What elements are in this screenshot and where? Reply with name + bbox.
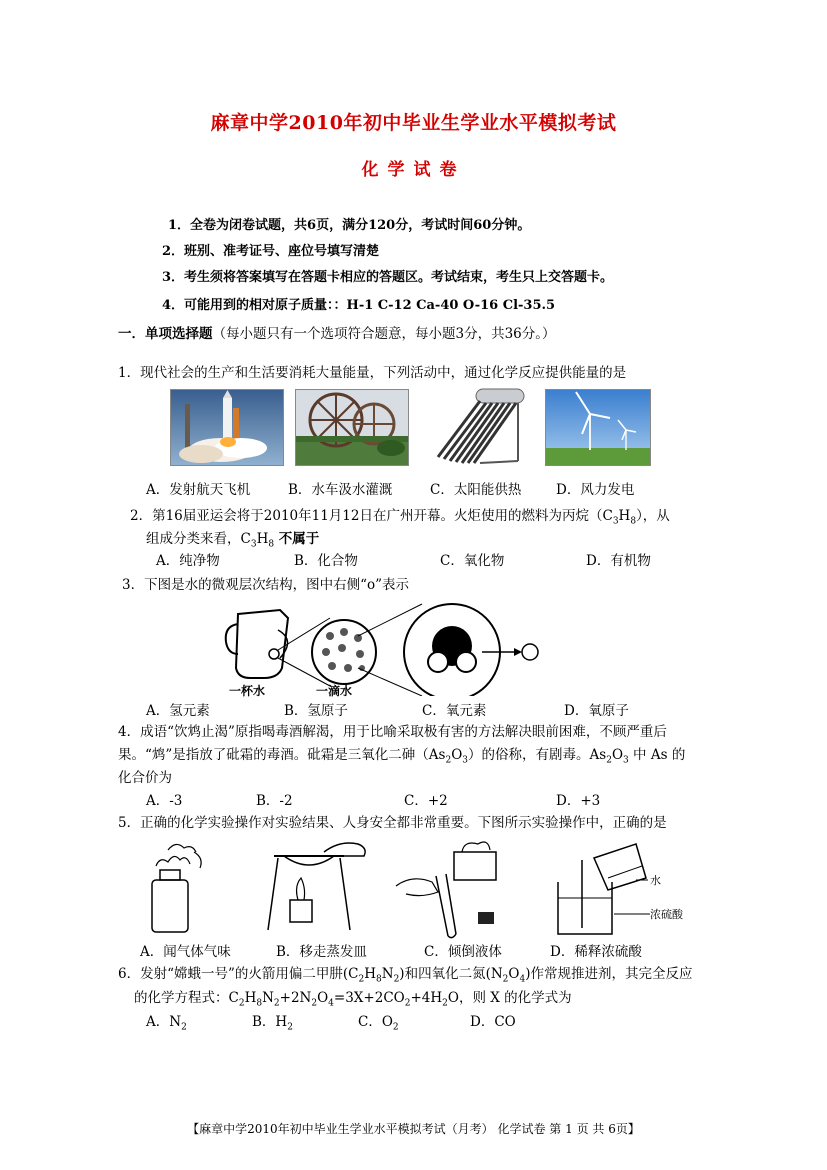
q6-sub: 2: [311, 998, 318, 1009]
q6-sub: 2: [181, 1022, 187, 1033]
note-3: 3．考生须将答案填写在答题卡相应的答题区。考试结束，考生只上交答题卡。: [162, 270, 614, 285]
q6-option-d: D．CO: [470, 1014, 516, 1030]
section-title: 一．单项选择题: [118, 326, 213, 342]
q4-text: O: [611, 747, 624, 763]
water-structure-diagram: [218, 596, 548, 696]
q6-sub: 4: [519, 974, 526, 985]
q4-sub: 2: [445, 755, 452, 766]
note-1: 1．全卷为闭卷试题，共6页，满分120分，考试时间60分钟。: [168, 218, 531, 233]
q4-option-a: A．-3: [146, 793, 183, 809]
q5-stem: 5．正确的化学实验操作对实验结果、人身安全都非常重要。下图所示实验操作中，正确的是: [118, 815, 667, 831]
q2-line2: [146, 527, 319, 550]
q6-line1: [118, 962, 692, 985]
q6-text: )作常规推进剂，其完全反应: [525, 966, 693, 982]
q1-option-b: B．水车汲水灌溉: [288, 482, 393, 498]
q6-sub: 2: [273, 998, 280, 1009]
q4-line1: 4．成语“饮鸩止渴”原指喝毒酒解渴，用于比喻采取极有害的方法解决眼前困难，不顾严重后: [118, 724, 667, 740]
q2-text: H: [256, 531, 269, 547]
q6-sub: 2: [287, 1022, 293, 1033]
q5-option-c: C．倾倒液体: [424, 944, 502, 960]
q4-text: O: [451, 747, 463, 763]
q6-text: +2N: [279, 990, 312, 1006]
pouring-liquid-drawing: [392, 836, 512, 942]
q1-option-c: C．太阳能供热: [430, 482, 522, 498]
q2-text: 组成分类来看，C: [146, 531, 251, 547]
q3-stem: 3．下图是水的微观层次结构，图中右侧“o”表示: [122, 577, 410, 593]
q6-sub: 2: [502, 974, 509, 985]
smelling-gas-drawing: [146, 836, 206, 936]
q6-option-c: [358, 1010, 399, 1033]
q1-option-a: A．发射航天飞机: [146, 482, 251, 498]
q2-emphasis: 不属于: [274, 531, 320, 547]
q4-text: 果。“鸩”是指放了砒霜的毒酒。砒霜是三氧化二砷（As: [118, 747, 446, 763]
q1-option-d: D．风力发电: [556, 482, 635, 498]
q6-sub: 8: [376, 974, 382, 985]
q2-line1: [130, 504, 670, 527]
q4-option-d: D．+3: [556, 793, 601, 809]
note-2: 2．班别、准考证号、座位号填写清楚: [162, 244, 380, 259]
rocket-photo: [170, 389, 284, 466]
q4-sub: 3: [462, 755, 469, 766]
section-header: [118, 322, 556, 342]
q2-sub: 3: [250, 539, 257, 550]
section-desc: （每小题只有一个选项符合题意，每小题3分，共36分。）: [212, 326, 556, 342]
solar-heater-photo: [420, 387, 530, 465]
q6-text: 6．发射“嫦蛾一号”的火箭用偏二甲肼(C: [118, 966, 359, 982]
q3-option-a: A．氢元素: [146, 703, 210, 719]
q6-sub: 2: [238, 998, 245, 1009]
q6-text: O: [508, 966, 520, 982]
label-concentrated-acid: 浓硫酸: [650, 908, 683, 921]
q4-line3: 化合价为: [118, 770, 172, 786]
q6-text: N: [381, 966, 394, 982]
q6-sub: 4: [328, 998, 334, 1009]
q4-sub: 2: [606, 755, 612, 766]
q3-option-d: D．氧原子: [564, 703, 629, 719]
q6-sub: 2: [392, 1022, 399, 1033]
q6-text: O，则 X 的化学式为: [447, 990, 572, 1006]
exam-title: 麻章中学2010年初中毕业生学业水平模拟考试: [210, 112, 617, 134]
q2-sub: 3: [612, 516, 619, 527]
page-footer: 【麻章中学2010年初中毕业生学业水平模拟考试（月考） 化学试卷 第 1 页 共 6页】: [187, 1122, 640, 1136]
q6-option-a: [146, 1010, 187, 1033]
q6-sub: 8: [256, 998, 263, 1009]
q5-option-a: A．闻气体气味: [140, 944, 231, 960]
label-cup-of-water: 一杯水: [229, 684, 266, 698]
waterwheel-photo: [295, 389, 409, 466]
q2-option-d: D．有机物: [586, 553, 651, 569]
q5-option-b: B．移走蒸发皿: [276, 944, 367, 960]
q6-sub: 2: [393, 974, 400, 985]
q3-option-c: C．氧元素: [422, 703, 487, 719]
q6-text: H: [364, 966, 377, 982]
q6-option-text: C．O: [358, 1014, 393, 1030]
label-drop-of-water: 一滴水: [316, 684, 353, 698]
label-water: 水: [650, 874, 661, 887]
q6-text: H: [244, 990, 257, 1006]
q6-text: 的化学方程式：C: [134, 990, 239, 1006]
q6-text: +4H: [410, 990, 443, 1006]
q6-option-text: A．N: [146, 1014, 182, 1030]
q4-text: ）的俗称，有剧毒。As: [468, 747, 607, 763]
exam-subtitle: 化学试卷: [361, 160, 466, 180]
q4-line2: [118, 743, 685, 766]
q4-option-b: B．-2: [256, 793, 293, 809]
q6-text: )和四氧化二氮(N: [399, 966, 503, 982]
q3-option-b: B．氢原子: [284, 703, 348, 719]
q4-sub: 3: [623, 755, 629, 766]
q2-option-c: C．氧化物: [440, 553, 505, 569]
diluting-acid-drawing: [552, 838, 692, 938]
q2-option-b: B．化合物: [294, 553, 358, 569]
q6-sub: 2: [442, 998, 448, 1009]
q6-option-b: [252, 1010, 293, 1033]
wind-turbine-photo: [545, 389, 651, 466]
q2-text: ），从: [636, 508, 670, 524]
q2-text: H: [618, 508, 631, 524]
q2-text: 2．第16届亚运会将于2010年11月12日在广州开幕。火炬使用的燃料为丙烷（C: [130, 508, 613, 524]
q6-sub: 2: [358, 974, 365, 985]
q4-option-c: C．+2: [404, 793, 448, 809]
q6-text: =3X+2CO: [333, 990, 405, 1006]
q6-text: O: [317, 990, 329, 1006]
q2-sub: 8: [630, 516, 637, 527]
q5-option-d: D．稀释浓硫酸: [550, 944, 642, 960]
q2-option-a: A．纯净物: [156, 553, 220, 569]
q4-text: 中 As 的: [628, 747, 686, 763]
q6-option-text: B．H: [252, 1014, 288, 1030]
q6-line2: [134, 986, 572, 1009]
q2-sub: 8: [268, 539, 275, 550]
q6-sub: 2: [404, 998, 411, 1009]
note-4: 4．可能用到的相对原子质量：：H-1 C-12 Ca-40 O-16 Cl-35.5: [162, 298, 556, 313]
evaporating-dish-drawing: [264, 834, 374, 938]
q1-stem: 1．现代社会的生产和生活要消耗大量能量，下列活动中，通过化学反应提供能量的是: [118, 365, 627, 381]
q6-text: N: [262, 990, 274, 1006]
